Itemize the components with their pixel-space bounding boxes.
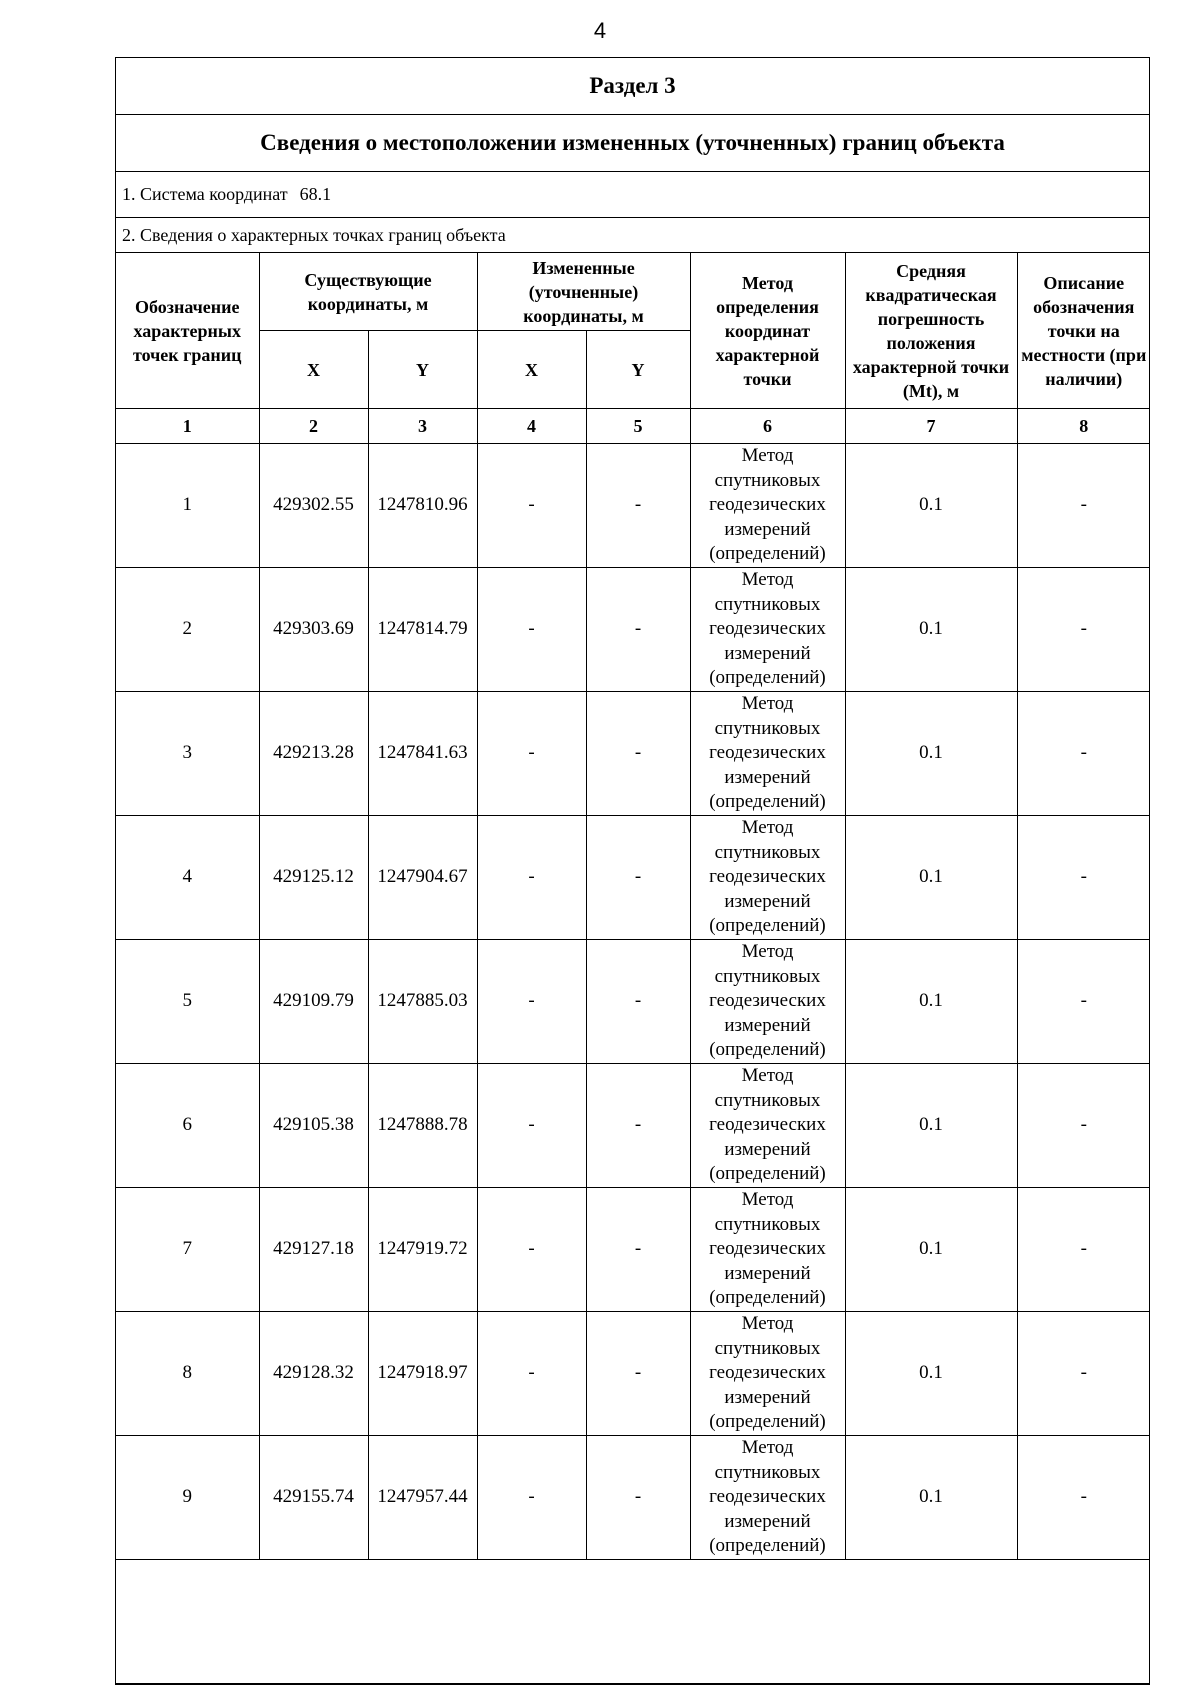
cell-new-y: -	[586, 1064, 690, 1188]
table-row	[116, 444, 1150, 568]
cell-method: Метод спутниковых геодезических измерений (определений)	[690, 940, 845, 1064]
cell-error: 0.1	[845, 444, 1017, 568]
cell-method: Метод спутниковых геодезических измерений (определений)	[690, 1188, 845, 1312]
cell-new-y: -	[586, 1188, 690, 1312]
cell-new-y: -	[586, 568, 690, 692]
empty-cell	[116, 1560, 1150, 1684]
cell-error: 0.1	[845, 1064, 1017, 1188]
cell-description: -	[1017, 1436, 1150, 1560]
cell-description: -	[1017, 816, 1150, 940]
cell-new-y: -	[586, 692, 690, 816]
column-number: 3	[368, 409, 477, 444]
cell-new-x: -	[477, 1436, 586, 1560]
points-table	[116, 252, 1150, 1684]
coord-system-label: 1. Система координат	[122, 184, 288, 204]
cell-description: -	[1017, 940, 1150, 1064]
cell-y: 1247888.78	[368, 1064, 477, 1188]
header-existing-y: Y	[368, 331, 477, 409]
cell-y: 1247841.63	[368, 692, 477, 816]
cell-error: 0.1	[845, 940, 1017, 1064]
cell-error: 0.1	[845, 692, 1017, 816]
column-number: 1	[116, 409, 259, 444]
cell-x: 429109.79	[259, 940, 368, 1064]
column-number: 7	[845, 409, 1017, 444]
cell-x: 429302.55	[259, 444, 368, 568]
cell-new-x: -	[477, 568, 586, 692]
cell-point: 7	[116, 1188, 259, 1312]
cell-y: 1247814.79	[368, 568, 477, 692]
cell-x: 429125.12	[259, 816, 368, 940]
section-sheet	[115, 57, 1150, 1685]
cell-error: 0.1	[845, 816, 1017, 940]
cell-point: 4	[116, 816, 259, 940]
cell-x: 429127.18	[259, 1188, 368, 1312]
cell-y: 1247918.97	[368, 1312, 477, 1436]
cell-new-y: -	[586, 1436, 690, 1560]
column-number: 5	[586, 409, 690, 444]
cell-new-x: -	[477, 1064, 586, 1188]
cell-method: Метод спутниковых геодезических измерений (определений)	[690, 816, 845, 940]
cell-y: 1247919.72	[368, 1188, 477, 1312]
table-row	[116, 1188, 1150, 1312]
section-title: Раздел 3	[116, 58, 1149, 115]
table-row	[116, 1312, 1150, 1436]
coord-system-row	[116, 172, 1149, 218]
page-number: 4	[593, 18, 607, 43]
cell-new-x: -	[477, 1312, 586, 1436]
cell-method: Метод спутниковых геодезических измерений (определений)	[690, 568, 845, 692]
cell-description: -	[1017, 1188, 1150, 1312]
cell-y: 1247810.96	[368, 444, 477, 568]
cell-description: -	[1017, 1064, 1150, 1188]
cell-method: Метод спутниковых геодезических измерений (определений)	[690, 1312, 845, 1436]
cell-error: 0.1	[845, 1312, 1017, 1436]
cell-new-x: -	[477, 940, 586, 1064]
cell-error: 0.1	[845, 1188, 1017, 1312]
table-row	[116, 692, 1150, 816]
cell-new-x: -	[477, 816, 586, 940]
cell-new-y: -	[586, 816, 690, 940]
table-row	[116, 568, 1150, 692]
column-number: 6	[690, 409, 845, 444]
header-point-designation: Обозначение характерных точек границ	[116, 253, 259, 409]
cell-y: 1247885.03	[368, 940, 477, 1064]
column-number: 2	[259, 409, 368, 444]
points-heading: 2. Сведения о характерных точках границ объекта	[122, 224, 506, 245]
header-method: Метод определения координат характерной точки	[690, 253, 845, 409]
cell-error: 0.1	[845, 1436, 1017, 1560]
header-existing-coords: Существующие координаты, м	[259, 253, 477, 331]
cell-x: 429128.32	[259, 1312, 368, 1436]
table-row	[116, 1064, 1150, 1188]
cell-new-x: -	[477, 444, 586, 568]
coord-system-value: 68.1	[299, 184, 332, 204]
cell-point: 9	[116, 1436, 259, 1560]
cell-new-y: -	[586, 940, 690, 1064]
cell-point: 8	[116, 1312, 259, 1436]
table-row	[116, 1436, 1150, 1560]
cell-x: 429303.69	[259, 568, 368, 692]
cell-description: -	[1017, 1312, 1150, 1436]
cell-method: Метод спутниковых геодезических измерений (определений)	[690, 1064, 845, 1188]
cell-y: 1247957.44	[368, 1436, 477, 1560]
cell-description: -	[1017, 568, 1150, 692]
cell-description: -	[1017, 444, 1150, 568]
header-mean-error: Средняя квадратическая погрешность положения характерной точки (Mt), м	[845, 253, 1017, 409]
cell-new-x: -	[477, 692, 586, 816]
column-number: 8	[1017, 409, 1150, 444]
empty-row	[116, 1560, 1150, 1684]
cell-point: 6	[116, 1064, 259, 1188]
cell-method: Метод спутниковых геодезических измерений (определений)	[690, 1436, 845, 1560]
table-row	[116, 940, 1150, 1064]
cell-error: 0.1	[845, 568, 1017, 692]
cell-point: 2	[116, 568, 259, 692]
column-number: 4	[477, 409, 586, 444]
cell-point: 1	[116, 444, 259, 568]
cell-method: Метод спутниковых геодезических измерений (определений)	[690, 444, 845, 568]
cell-x: 429213.28	[259, 692, 368, 816]
cell-new-y: -	[586, 1312, 690, 1436]
table-row	[116, 816, 1150, 940]
header-description: Описание обозначения точки на местности (при наличии)	[1017, 253, 1150, 409]
cell-method: Метод спутниковых геодезических измерений (определений)	[690, 692, 845, 816]
cell-description: -	[1017, 692, 1150, 816]
cell-point: 5	[116, 940, 259, 1064]
header-existing-x: X	[259, 331, 368, 409]
cell-y: 1247904.67	[368, 816, 477, 940]
section-subtitle: Сведения о местоположении измененных (уточненных) границ объекта	[116, 115, 1149, 172]
header-changed-x: X	[477, 331, 586, 409]
cell-point: 3	[116, 692, 259, 816]
cell-x: 429105.38	[259, 1064, 368, 1188]
cell-new-y: -	[586, 444, 690, 568]
cell-x: 429155.74	[259, 1436, 368, 1560]
header-changed-y: Y	[586, 331, 690, 409]
header-changed-coords: Измененные (уточненные) координаты, м	[477, 253, 690, 331]
cell-new-x: -	[477, 1188, 586, 1312]
